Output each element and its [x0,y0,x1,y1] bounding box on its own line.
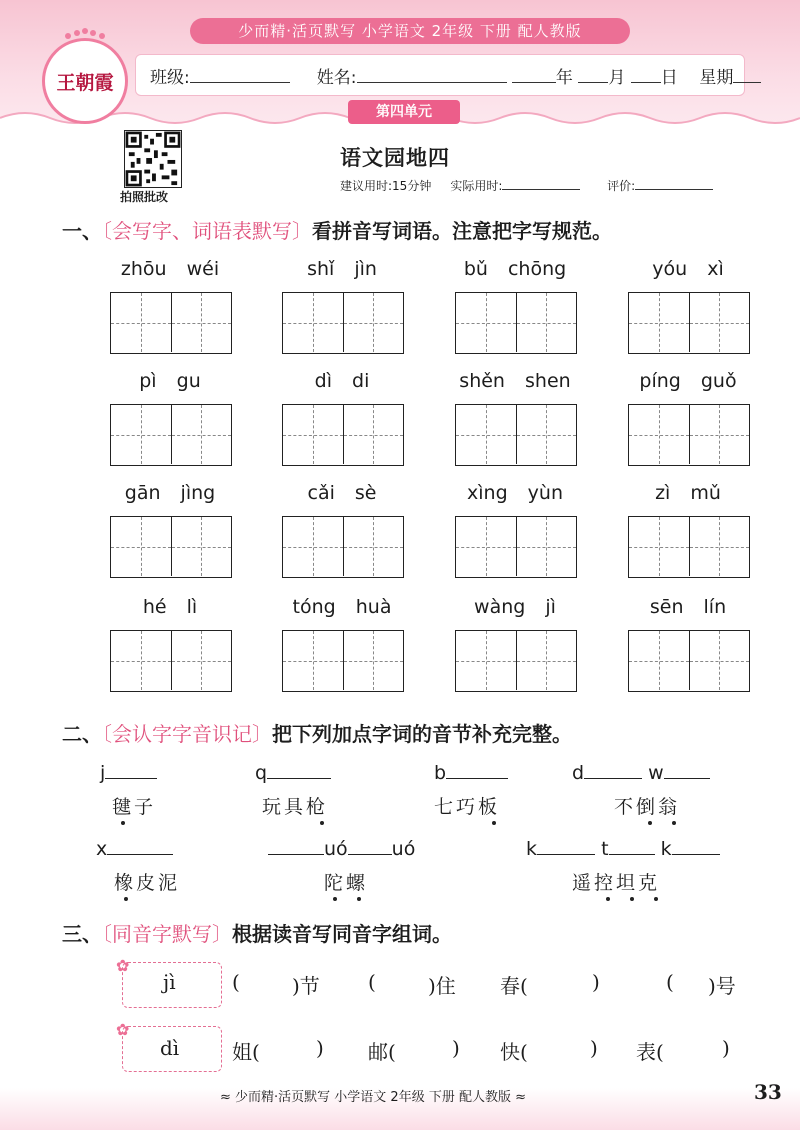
s2-r1-item2-word: 玩具枪 [262,796,329,818]
pinyin-final: uó [391,838,416,860]
s3-text: 表( [636,1040,664,1064]
day-field[interactable] [631,67,661,83]
rating-field[interactable] [635,179,713,190]
emphasis-dot [121,821,125,825]
s2-r1-item3-pinyin [434,762,508,784]
footer-text: ≈ 少而精·活页默写 小学语文 2年级 下册 配人教版 ≈ [220,1090,526,1105]
day-label: 日 [660,68,678,88]
answer-blank[interactable] [672,840,720,855]
writing-cell[interactable] [283,631,343,690]
actual-time-field[interactable] [502,179,580,190]
qr-code-icon[interactable] [124,130,182,188]
writing-grid[interactable] [110,516,232,578]
writing-cell[interactable] [629,293,689,352]
s3-r2-pinyin: dì [160,1036,180,1060]
pinyin-label: hé lì [142,596,198,618]
section3-instruction: 根据读音写同音字组词。 [232,922,452,946]
answer-blank[interactable] [348,840,392,855]
unit-badge: 第四单元 [348,100,460,124]
weekday-field[interactable] [733,67,761,83]
section2-tag: 〔会认字字音识记〕 [102,722,272,746]
time-meta [340,177,713,194]
writing-cell[interactable] [111,517,171,576]
pinyin-label: xìng yùn [467,482,563,504]
month-field[interactable] [578,67,608,83]
section1-heading [62,215,612,244]
writing-cell[interactable] [516,293,576,352]
logo-text: 王朝霞 [56,72,114,94]
pinyin-initial: k [660,838,672,860]
answer-blank[interactable] [268,840,324,855]
section1-number: 一、 [62,219,102,243]
writing-cell[interactable] [689,517,749,576]
writing-cell[interactable] [343,631,403,690]
suggested-time: 建议用时:15分钟 [340,179,432,193]
writing-cell[interactable] [689,631,749,690]
writing-cell[interactable] [283,517,343,576]
pinyin-label: shǐ jìn [307,258,377,280]
s3-text: 春( [500,974,528,998]
section2-heading [62,718,572,747]
s2-r1-item4-word: 不倒翁 [614,796,681,818]
s2-r2-item1-pinyin [96,838,173,860]
pinyin-initial: j [100,762,106,784]
s2-r2-item1-word: 橡皮泥 [114,872,181,894]
pinyin-final: uó [324,838,348,860]
answer-blank[interactable] [107,840,173,855]
writing-grid[interactable] [455,516,577,578]
year-label: 年 [555,68,573,88]
writing-cell[interactable] [171,293,231,352]
writing-grid[interactable] [628,630,750,692]
answer-blank[interactable] [609,840,655,855]
s2-r2-item3-word: 遥控坦克 [572,872,661,894]
answer-blank[interactable] [446,764,508,779]
writing-cell[interactable] [111,293,171,352]
writing-cell[interactable] [516,631,576,690]
pinyin-initial: k [526,838,538,860]
writing-grid[interactable] [628,292,750,354]
emphasis-dot [606,897,610,901]
section2-instruction: 把下列加点字词的音节补充完整。 [272,722,572,746]
s3-text: 快( [500,1040,528,1064]
s3-text: ) [452,1036,460,1060]
weekday-label: 星期 [699,68,734,88]
s3-text: ) [592,970,600,994]
year-field[interactable] [512,67,556,83]
emphasis-dot [654,897,658,901]
s2-r2-item3-pinyin [526,838,720,860]
month-label: 月 [608,68,626,88]
writing-cell[interactable] [456,405,516,464]
writing-grid[interactable] [110,630,232,692]
s3-text: ) [722,1036,730,1060]
s2-r1-item4-pinyin [572,762,710,784]
s3-text: ) [316,1036,324,1060]
writing-cell[interactable] [629,405,689,464]
pinyin-label: píng guǒ [639,370,737,392]
writing-grid[interactable] [628,516,750,578]
pinyin-label: yóu xì [652,258,724,280]
writing-cell[interactable] [171,631,231,690]
class-label: 班级: [150,68,190,88]
pinyin-initial: t [601,838,609,860]
section3-tag: 〔同音字默写〕 [102,922,232,946]
pinyin-label: sēn lín [649,596,727,618]
emphasis-dot [492,821,496,825]
writing-cell[interactable] [516,517,576,576]
s2-r2-item2-pinyin [268,838,415,860]
s2-r1-item2-pinyin [255,762,331,784]
pinyin-initial: x [96,838,108,860]
writing-grid[interactable] [282,292,404,354]
s2-r1-item1-word: 毽子 [112,796,157,818]
pinyin-initial: q [255,762,268,784]
page-number: 33 [754,1080,782,1104]
writing-cell[interactable] [689,405,749,464]
pinyin-label: cǎi sè [307,482,377,504]
pinyin-label: pì gu [139,370,201,392]
emphasis-dot [333,897,337,901]
writing-cell[interactable] [343,293,403,352]
writing-cell[interactable] [629,631,689,690]
pinyin-label: zhōu wéi [120,258,220,280]
section1-instruction: 看拼音写词语。注意把字写规范。 [312,219,612,243]
s2-r2-item2-word: 陀螺 [324,872,369,894]
s3-text: ) [590,1036,598,1060]
section3-heading [62,918,452,947]
s3-text: )节 [292,974,320,998]
pinyin-label: bǔ chōng [463,258,567,280]
actual-time-label: 实际用时: [450,179,503,193]
s3-text: )住 [428,974,456,998]
answer-blank[interactable] [105,764,157,779]
s3-text: ( [232,970,240,994]
writing-cell[interactable] [516,405,576,464]
section2-number: 二、 [62,722,102,746]
writing-grid[interactable] [110,292,232,354]
answer-blank[interactable] [267,764,331,779]
writing-cell[interactable] [456,631,516,690]
writing-grid[interactable] [455,292,577,354]
writing-grid[interactable] [455,630,577,692]
s3-text: 邮( [368,1040,396,1064]
flower-icon: ✿ [116,956,130,975]
writing-cell[interactable] [689,293,749,352]
writing-cell[interactable] [629,517,689,576]
pinyin-label: shěn shen [459,370,571,392]
student-info-row [150,63,761,88]
writing-grid[interactable] [628,404,750,466]
section3-number: 三、 [62,922,102,946]
answer-blank[interactable] [664,764,710,779]
s2-r1-item3-word: 七巧板 [434,796,501,818]
rating-label: 评价: [607,179,636,193]
class-field[interactable] [190,67,290,83]
pinyin-label: tóng huà [292,596,392,618]
flower-icon: ✿ [116,1020,130,1039]
writing-grid[interactable] [282,516,404,578]
writing-cell[interactable] [343,405,403,464]
writing-cell[interactable] [171,517,231,576]
writing-cell[interactable] [111,631,171,690]
name-label: 姓名: [316,68,357,88]
pinyin-initial: d [572,762,585,784]
writing-cell[interactable] [283,293,343,352]
name-field[interactable] [357,67,507,83]
pinyin-initial: w [648,762,664,784]
s3-text: 姐( [232,1040,260,1064]
s3-text: ( [666,970,674,994]
writing-cell[interactable] [456,517,516,576]
writing-grid[interactable] [282,630,404,692]
writing-grid[interactable] [282,404,404,466]
emphasis-dot [124,897,128,901]
answer-blank[interactable] [537,840,595,855]
s3-text: ( [368,970,376,994]
answer-blank[interactable] [584,764,642,779]
section1-tag: 〔会写字、词语表默写〕 [102,219,312,243]
s2-r1-item1-pinyin [100,762,157,784]
s3-r1-pinyin: jì [163,970,176,994]
emphasis-dot [357,897,361,901]
emphasis-dot [672,821,676,825]
writing-grid[interactable] [455,404,577,466]
pinyin-label: wàng jì [474,596,556,618]
emphasis-dot [630,897,634,901]
writing-grid[interactable] [110,404,232,466]
pinyin-label: gān jìng [124,482,216,504]
writing-cell[interactable] [171,405,231,464]
s3-text: )号 [708,974,736,998]
series-title: 少而精·活页默写 小学语文 2年级 下册 配人教版 [190,18,630,44]
pinyin-label: dì di [314,370,370,392]
writing-cell[interactable] [343,517,403,576]
pinyin-label: zì mǔ [655,482,721,504]
writing-cell[interactable] [111,405,171,464]
qr-label: 拍照批改 [120,190,169,204]
emphasis-dot [320,821,324,825]
writing-cell[interactable] [283,405,343,464]
writing-cell[interactable] [456,293,516,352]
page-title: 语文园地四 [340,145,450,170]
emphasis-dot [648,821,652,825]
pinyin-initial: b [434,762,447,784]
